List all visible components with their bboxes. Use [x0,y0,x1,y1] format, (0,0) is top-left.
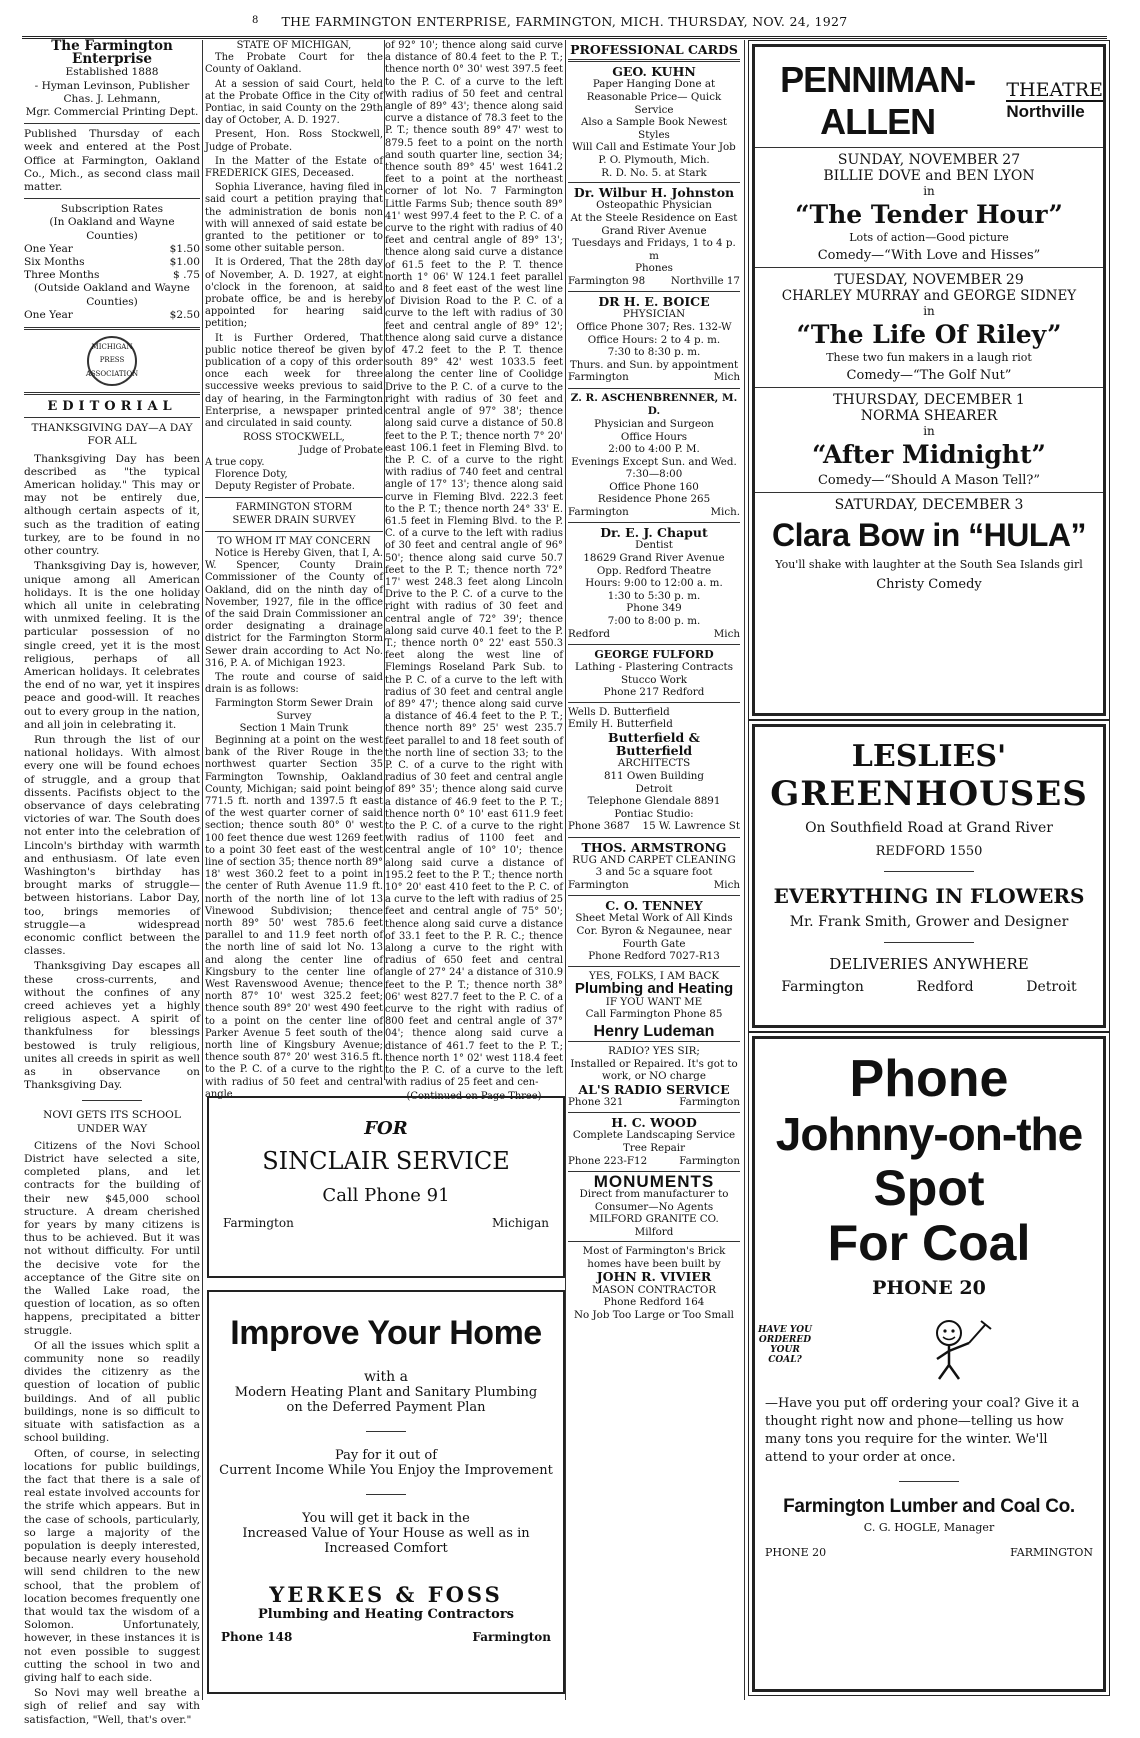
divider [366,1494,406,1495]
rate-row: Six Months $1.00 [24,256,200,269]
show-cast: NORMA SHEARER [860,408,998,424]
legal-column [205,40,383,1100]
drain-title: SEWER DRAIN SURVEY [232,514,356,526]
show-note: These two fun makers in a laugh riot [826,351,1032,364]
professional-cards [568,40,740,1700]
column-rule [744,40,745,1700]
coal-headline: Phone [849,1050,1009,1108]
card-wood: H. C. WOOD Complete Landscaping Service Tree Repair Phone 223-F12 Farmington [568,1113,740,1172]
divider [366,1431,406,1432]
drain-subtitle: Farmington Storm Sewer Drain Survey [214,698,374,722]
show-comedy: Christy Comedy [876,577,982,592]
drain-subtitle: Section 1 Main Trunk [239,722,349,734]
show-film: Clara Bow in “HULA” [771,517,1087,553]
press-association-seal: MICHIGAN PRESS ASSOCIATION [87,336,137,386]
card-johnston: Dr. Wilbur H. Johnston Osteopathic Physician At the Steele Residence on East Grand River Avenue Tuesdays and Fridays, 1 to 4 p. m Phones Farmington 98 Northville 17 [568,183,740,292]
divider [755,147,1103,148]
paragraph: The Probate Court for the County of Oakland. [205,52,383,76]
gh-name: GREENHOUSES [770,774,1088,814]
paragraph: Thanksgiving Day escapes all these cross-currents, and without the confines of any creed achieves yet a highly religious aspect. A spirit of thankfulness for blessings bestowed is truly religious, unites all creeds in spirit as well as in observance on Thanksgiving Day. [24,960,200,1092]
page-number: 8 [252,15,259,26]
divider [884,942,974,943]
show-comedy: Comedy—“Should A Mason Tell?” [817,473,1041,488]
copy-line: A true copy. [205,456,265,468]
ad-headline: Improve Your Home [230,1314,542,1352]
paragraph: Sophia Liverance, having filed in said court a petition praying that the administration de bonis non with will annexed of said estate be granted to the petitioner or to some other suitable person. [205,182,383,255]
editorial-title-2: NOVI GETS ITS SCHOOL UNDER WAY [43,1109,181,1135]
ad-line: Increased Comfort [324,1541,448,1556]
paragraph: At a session of said Court, held at the Probate Office in the City of Pontiac, in said County on the 29th day of October, A. D. 1927. [205,78,383,127]
card-fulford: GEORGE FULFORD Lathing - Plastering Contracts Stucco Work Phone 217 Redford [568,645,740,703]
coal-manager: C. G. HOGLE, Manager [863,1521,995,1534]
divider [755,267,1103,268]
coal-phone: PHONE 20 [872,1277,986,1299]
paragraph: The route and course of said drain is as follows: [205,671,383,696]
paragraph: Run through the list of our national holidays. With almost every one will be found echoes of struggle, and a group that dissents. Pacifists object to the observance of days celebrating victories of war. The South does not enter into the celebration of Lincoln's birthday with warmth and enthusiasm. Of late even Washington's birthday has brought marks of struggle—between historians. Labor Day, too, brings memories of struggle—a widespread economic conflict between the classes. [24,733,200,958]
show-note: Lots of action—Good picture [849,231,1009,244]
card-armstrong: THOS. ARMSTRONG RUG AND CARPET CLEANING 3 and 5c a square foot Farmington Mich [568,838,740,897]
coal-man-icon [919,1305,999,1385]
divider [884,871,974,872]
paragraph: Thanksgiving Day has been described as "the typical American holiday." This may or may not be entirely due, although certain aspects of it, such as the tradition of eating turkey, are to be found in no other country. [24,452,200,558]
card-vivier: Most of Farmington's Brick homes have been built by JOHN R. VIVIER MASON CONTRACTOR Phone Redford 164 No Job Too Large or Too Small [574,1245,734,1321]
column-rule [565,40,566,1700]
divider [205,531,383,532]
card-boice: DR H. E. BOICE PHYSICIAN Office Phone 307; Res. 132-W Office Hours: 2 to 4 p. m. 7:30 to 8:30 p. m. Thurs. and Sun. by appointment Farmington Mich [568,292,740,388]
show-in: in [923,304,935,318]
editorial-head: EDITORIAL [47,399,177,415]
rates-out: (Outside Oakland and Wayne Counties) [34,282,190,308]
ad-footer: Farmington Michigan [223,1216,549,1230]
drain-to: TO WHOM IT MAY CONCERN [217,535,371,547]
paragraph: Citizens of the Novi School District have selected a site, completed plans, and let contracts for the building of their new $45,000 school structure. A dream cherished for years by many citizens is thus to be achieved. But it was not without difficulty. For until the decisive vote for the acceptance of the Gitre site on the Walled Lake road, the question of location, as so often happens, precipitated a bitter struggle. [24,1139,200,1337]
rate-row: One Year $2.50 [24,308,200,321]
paragraph: Often, of course, in selecting locations for public buildings, the fact that there is a sale of real estate involved accounts for the strife which appears. But in the case of schools, particularly, so large a majority of the population is deeply interested, because nearly every household will send children to the new school, that the problem of location becomes frequently one that would tax the wisdom of a Solomon. Unfortunately, however, in these instances it is not even possible to suggest cutting the school in two and giving half to each side. [24,1447,200,1684]
show-comedy: Comedy—“With Love and Hisses” [817,248,1041,263]
ad-line: Pay for it out of [334,1448,438,1463]
column-rule [202,40,203,1700]
show-in: in [923,184,935,198]
publication-note: Published Thursday of each week and entered at the Post Office at Farmington, Oakland Co., Mich., as second class mail matter. [24,128,200,194]
masthead-title: The Farmington Enterprise [51,38,173,68]
theatre-ad [752,44,1106,716]
coal-illustration [755,1305,1103,1385]
show-comedy: Comedy—“The Golf Nut” [846,368,1012,383]
ad-line: Current Income While You Enjoy the Improvement [219,1463,553,1478]
paragraph: Thanksgiving Day is, however, unique among all American holidays. It is the one holiday which all unite in celebrating with unmixed feeling. It is the particular possession of no single creed, yet it is the most religious, perhaps of all American holidays. It celebrates the end of no war, yet it inspires peace and good-will. It reaches out to every group in the nation, and all join in celebrating it. [24,560,200,731]
paragraph: Beginning at a point on the west bank of the River Rouge in the northwest quarter Section 35 Farmington Township, Oakland County, Michigan; said point being 771.5 ft. north and 1397.5 ft east of the west quarter corner of said section; thence south 80° 0' west 100 feet thence due west 1269 feet to a point 30 feet east of the west line of section 35; thence north 89° 18' west 360.2 feet to a point in the center of Ruth Avenue 11.9 ft. north of the north line of lot 13 Vinewood Subdivision; thence north 89° 50' west 785.6 feet parallel to and 11.9 feet north of the north line of said lot No. 13 and along the center line of Kingsbury to the center line of West Ravenswood Avenue; thence north 87° 10' west 325.2 feet; thence south 89° 20' west 490 feet to a point on the center line of Parker Avenue 5 feet south of the north line of Kingsbury Avenue; thence south 87° 20' west 316.5 ft. to the P. C. of a curve to the right with radius of 50 feet and central angle [205,734,383,1100]
paragraph: It is Ordered, That the 28th day of November, A. D. 1927, at eight o'clock in the forenoon, at said probate office, be and is hereby appointed for hearing said petition; [205,257,383,330]
coal-ad [752,1036,1106,1692]
paragraph: Present, Hon. Ross Stockwell, Judge of Probate. [205,129,383,153]
divider [24,123,200,124]
show-film: “After Midnight” [812,440,1046,469]
divider [899,1481,959,1482]
card-monuments: MONUMENTS Direct from manufacturer to Consumer—No Agents MILFORD GRANITE CO. Milford [568,1172,740,1243]
manager: Mgr. Commercial Printing Dept. [25,106,199,119]
gh-phone: REDFORD 1550 [875,844,983,859]
divider [24,417,200,418]
divider [205,497,383,498]
continued-note: (Continued on Page Three) [406,1091,542,1103]
divider [24,198,200,199]
card-butterfield: Wells D. Butterfield Emily H. Butterfield Butterfield & Butterfield ARCHITECTS 811 Owen Building Detroit Telephone Glendale 8891 Pontiac Studio: Phone 3687 15 W. Lawrence St [568,703,740,838]
ad-phone: Call Phone 91 [322,1185,450,1206]
coal-bubble: HAVE YOU ORDERED YOUR COAL? [758,1325,812,1365]
paragraph: It is Further Ordered, That public notice thereof be given by publication of a copy of this order once each week for three successive weeks previous to said day of hearing, in the Farmington Enterprise, a newspaper printed and circulated in said county. [205,332,383,430]
publisher: - Hyman Levinson, Publisher [34,79,190,92]
page-header [22,14,1107,39]
editor: Chas. J. Lehmann, [63,92,161,105]
copy-line: Deputy Register of Probate. [215,481,355,493]
ad-line: Modern Heating Plant and Sanitary Plumbing [234,1385,538,1400]
header-text: THE FARMINGTON ENTERPRISE, FARMINGTON, MICH. THURSDAY, NOV. 24, 1927 [281,14,848,29]
ad-line: with a [364,1369,408,1385]
probate-state: STATE OF MICHIGAN, [236,40,352,51]
ad-for: FOR [364,1118,408,1139]
show-cast: CHARLEY MURRAY and GEORGE SIDNEY [781,288,1077,304]
card-radio: RADIO? YES SIR; Installed or Repaired. It's got to work, or NO charge AL'S RADIO SERVICE Phone 321 Farmington [568,1042,740,1113]
coal-headline: For Coal [827,1215,1031,1271]
card-ludeman: YES, FOLKS, I AM BACK Plumbing and Heating IF YOU WANT ME Call Farmington Phone 85 Henry Ludeman [568,967,740,1042]
card-tenney: C. O. TENNEY Sheet Metal Work of All Kinds Cor. Byron & Negaunee, near Fourth Gate Phone Redford 7027-R13 [568,896,740,967]
greenhouse-ad [752,724,1106,1028]
coal-footer: PHONE 20 FARMINGTON [765,1546,1093,1559]
coal-company: Farmington Lumber and Coal Co. [783,1496,1075,1517]
masthead-column [24,38,200,1726]
show-film: “The Life Of Riley” [796,320,1062,349]
paragraph: In the Matter of the Estate of FREDERICK GIES, Deceased. [205,155,383,180]
editorial-title-1: THANKSGIVING DAY—A DAY FOR ALL [31,422,193,448]
ad-line: You will get it back in the [302,1511,470,1526]
divider [755,492,1103,493]
gh-line: DELIVERIES ANYWHERE [829,955,1029,973]
gh-line: On Southfield Road at Grand River [805,820,1053,836]
gh-name: LESLIES' [851,739,1007,774]
paragraph: Notice is Hereby Given, that I, A. W. Spencer, County Drain Commissioner of the County of Oakland, did on the ninth day of November, 1927, file in the office of the said Drain Commissioner an order designating a drainage district for the Farmington Storm Sewer drain according to Act No. 316, P. A. of Michigan 1923. [205,547,383,669]
show-date: THURSDAY, DECEMBER 1 [833,392,1025,408]
divider [755,387,1103,388]
established: Established 1888 [65,66,159,79]
rate-row: One Year $1.50 [24,242,200,255]
show-date: TUESDAY, NOVEMBER 29 [834,272,1024,288]
ad-name: SINCLAIR SERVICE [262,1147,510,1175]
show-film: “The Tender Hour” [795,200,1063,229]
gh-line: EVERYTHING IN FLOWERS [773,884,1085,908]
rate-row: Three Months $ .75 [24,269,200,282]
rates-title: Subscription Rates [60,203,164,216]
signature-title: Judge of Probate [298,444,383,456]
gh-towns: Farmington Redford Detroit [781,979,1077,995]
show-date: SUNDAY, NOVEMBER 27 [837,152,1021,168]
theatre-header: PENNIMAN-ALLEN THEATRE Northville [780,59,1103,142]
ad-line: on the Deferred Payment Plan [286,1400,486,1415]
coal-body: —Have you put off ordering your coal? Give it a thought right now and phone—telling us how many tons you require for the winter. We'll attend to your order at once. [765,1396,1080,1465]
divider [82,1100,142,1101]
cards-head: PROFESSIONAL CARDS [568,40,740,62]
divider [24,392,200,395]
signature: ROSS STOCKWELL, [243,432,345,444]
coal-headline: Johnny-on-the [775,1108,1083,1160]
paragraph: So Novi may well breathe a sigh of relief and say with satisfaction, "Well, that's over." [24,1687,200,1726]
card-chaput: Dr. E. J. Chaput Dentist 18629 Grand River Avenue Opp. Redford Theatre Hours: 9:00 to 12:00 a. m. 1:30 to 5:30 p. m. Phone 349 7:00 to 8:00 p. m. Redford Mich [568,523,740,645]
divider [24,327,200,330]
show-in: in [923,424,935,438]
ad-line: Increased Value of Your House as well as in [242,1526,530,1541]
drain-title: FARMINGTON STORM [235,502,353,514]
show-cast: BILLIE DOVE and BEN LYON [823,168,1035,184]
paragraph: of 92° 10'; thence along said curve a distance of 80.4 feet to the P. T.; thence north 0° 30' west 397.5 feet to the P. C. of a curve to the left with radius of 50 feet and central angle of 89° 43'; thence along said curve a distance of 78.3 feet to the P. T.; thence south 89° 47' west to 879.5 feet to a point on the north and south quarter line, section 34; thence south 89° 45' west 1641.2 feet to a point at the northeast corner of lot No. 7 Farmington Little Farms Sub; thence south 89° 41' west 997.4 feet to the P. C. of a curve to the right with radius of 40 feet and central angle of 89° 13'; thence along said curve a distance of 61.5 feet to the P. T. thence north 1° 06' W 124.1 feet parallel to and 8 feet east of the west line of Division Road to the P. C. of a curve to the left with radius of 30 feet and central angle of 89° 12'; thence along said curve a distance of 47.2 feet to the P. T. thence south 89° 42' west 1033.5 feet along the center line of Coolidge Drive to the P. C. of a curve to the right with radius of 30 feet and central angle of 97° 38'; thence along said curve a distance of 50.8 feet to the P. T.; thence north 7° 20' east 106.1 feet in Fleming Blvd. to the P. C. of a curve to the right with radius of 740 feet and central angle of 17° 13'; thence along said curve in Fleming Blvd. 222.3 feet to the P. T.; thence north 24° 33' E. 61.5 feet in Fleming Blvd. to the P. C. of a curve to the left with radius of 30 feet and central angle of 96° 50'; thence along said curve 50.7 feet to the P. T.; thence north 72° 17' west 248.3 feet along Lincoln Drive to the P. C. of a curve to the right with radius of 30 feet and central angle of 72° 39'; thence along said curve 40.1 feet to the P. T.; thence north 0° 22' east 550.3 feet along the west line of Flemings Roseland Park Sub. to the P. C. of a curve to the left with radius of 30 feet and central angle of 89° 47'; thence along said curve a distance of 46.4 feet to the P. T.; thence north 89° 25' west 235.7 feet parallel to and 18 feet south of the north line of section 33; to the P. C. of a curve to the right with radius of 30 feet and central angle of 89° 35'; thence along said curve a distance of 46.9 feet to the P. T.; thence north 0° 10' east 611.9 feet to the P. C. of a curve to the right with radius of 1100 feet and central angle of 10° 10'; thence along said curve a distance of 195.2 feet to the P. T.; thence north 10° 20' east 410 feet to the P. C. of a curve to the left with radius of 25 feet and central angle of 75° 50'; thence along said curve a distance of 33.1 feet to the P. R. C.; thence along a curve to the right with radius of 650 feet and central angle of 27° 24' a distance of 310.9 feet to the P. T.; thence north 38° 06' west 827.7 feet to the P. C. of a curve to the right with radius of 800 feet and central angle of 37° 04'; thence along said curve a distance of 461.7 feet to the P. T.; thence north 1° 02' west 118.4 feet to the P. C. of a curve to the left with radius of 25 feet and cen- [385,40,563,1089]
rates-in: (In Oakland and Wayne Counties) [49,216,175,242]
paragraph: Of all the issues which split a community none so readily divides the citizenry as the question of location of public buildings. And of all public buildings, none is so difficult to situate with satisfaction as a school building. [24,1339,200,1445]
gh-line: Mr. Frank Smith, Grower and Designer [789,914,1069,930]
sinclair-ad [207,1096,565,1278]
ad-sub: Plumbing and Heating Contractors [257,1607,514,1622]
show-note: You'll shake with laughter at the South Sea Islands girl [775,558,1083,571]
legal-column-2 [385,40,563,1103]
ad-footer: Phone 148 Farmington [221,1630,551,1644]
coal-headline: Spot [873,1160,985,1216]
yerkes-ad [207,1290,565,1694]
card-aschenbrenner: Z. R. ASCHENBRENNER, M. D. Physician and Surgeon Office Hours 2:00 to 4:00 P. M. Evenings Except Sun. and Wed. 7:30—8:00 Office Phone 160 Residence Phone 265 Farmington Mich. [568,389,740,524]
show-date: SATURDAY, DECEMBER 3 [834,497,1024,513]
ad-company: YERKES & FOSS [269,1582,503,1607]
copy-line: Florence Doty, [215,468,288,480]
card-kuhn: GEO. KUHN Paper Hanging Done at Reasonable Price— Quick Service Also a Sample Book Newest Styles Will Call and Estimate Your Job P. O. Plymouth, Mich. R. D. No. 5. at Stark [568,62,740,183]
